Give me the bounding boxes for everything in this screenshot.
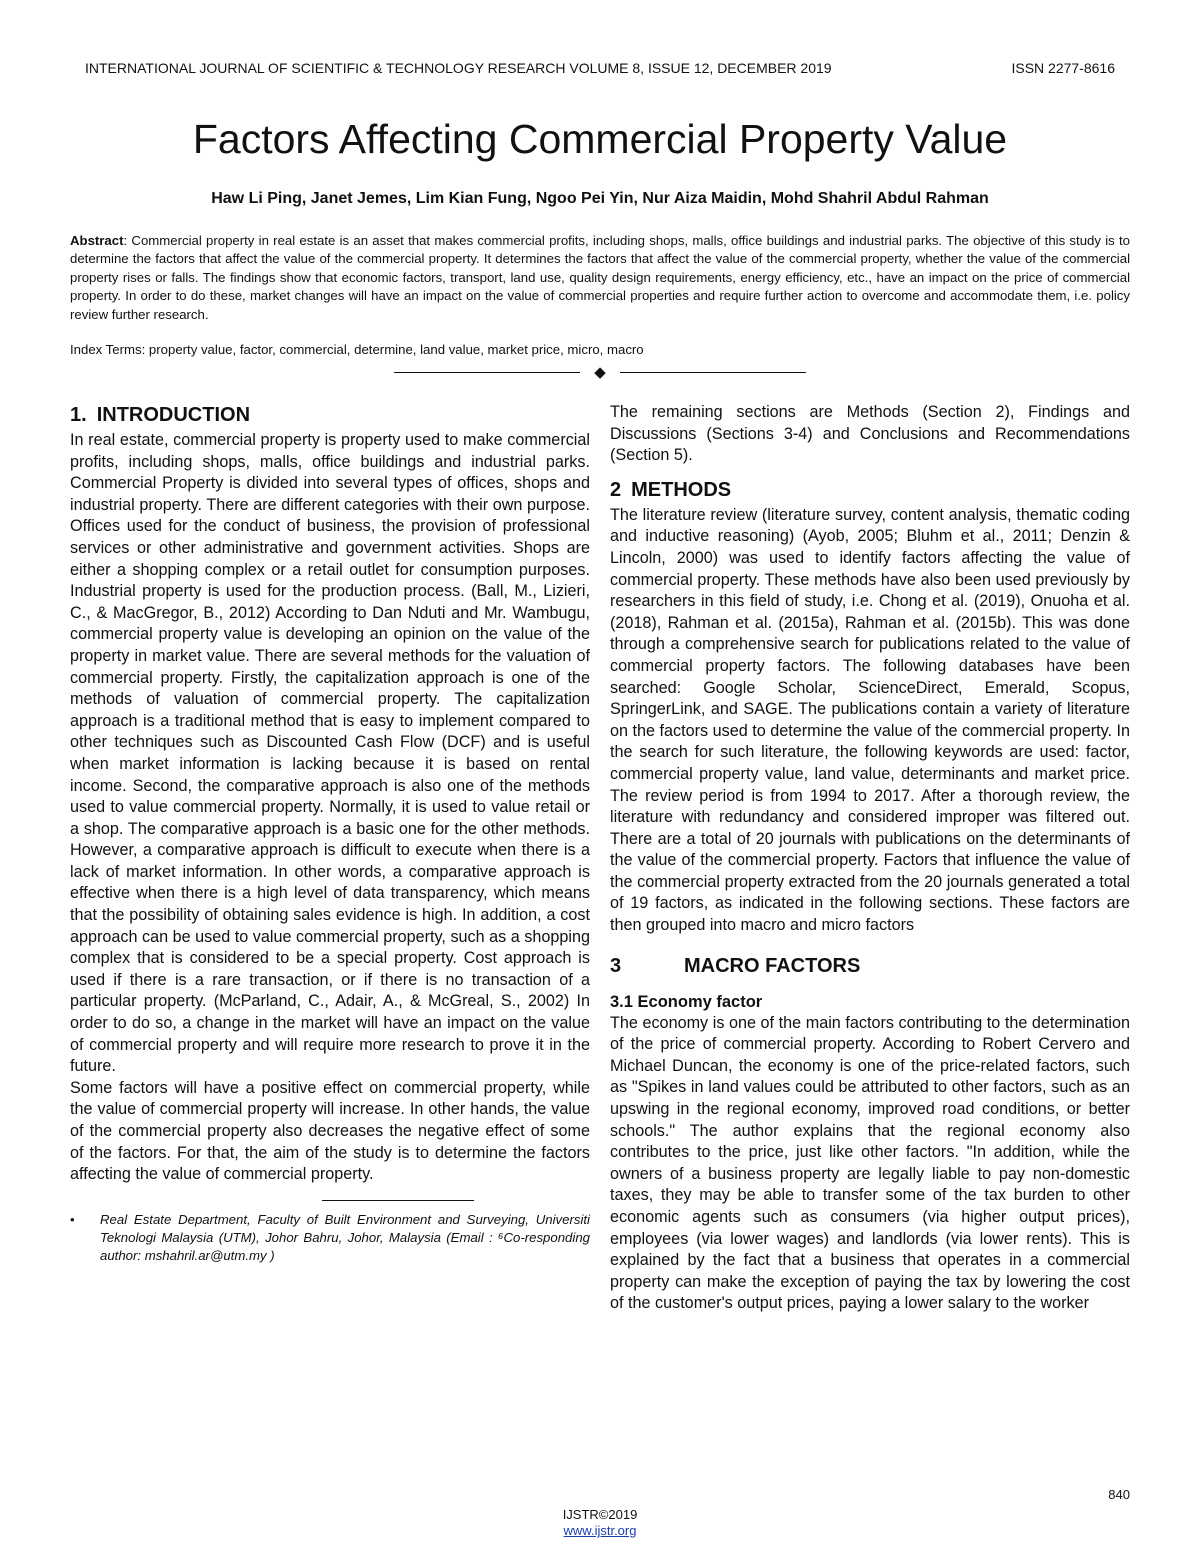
copyright: IJSTR©2019 bbox=[562, 1507, 638, 1522]
macro-number: 3 bbox=[610, 954, 622, 977]
intro-title: INTRODUCTION bbox=[96, 404, 251, 426]
separator-rule-right bbox=[620, 372, 806, 373]
journal-name: INTERNATIONAL JOURNAL OF SCIENTIFIC & TECHNOLOGY RESEARCH VOLUME 8, ISSUE 12, DECEMBER 2019 bbox=[85, 60, 832, 76]
intro-number: 1. bbox=[70, 404, 87, 426]
index-terms-label: Index Terms bbox=[70, 342, 142, 357]
right-column bbox=[610, 402, 1130, 1315]
methods-title: METHODS bbox=[631, 478, 732, 501]
footnote-rule bbox=[322, 1200, 474, 1201]
index-terms bbox=[70, 342, 1130, 357]
intro-paragraph-1: In real estate, commercial property is property used to make commercial profits, including shops, malls, office buildings and industrial parks. Commercial Property is divided into several types of offices, shops and industrial property. There are different categories with their own purpose. Offices used for the conduct of business, the provision of professional services or other administrative and government activities. Shops are either a shopping complex or a retail outlet for consumption purposes. Industrial property is used for the production process. (Ball, M., Lizieri, C., & MacGregor, B., 2012) According to Dan Nduti and Mr. Wambugu, commercial property value is developing an opinion on the value of the property in market value. There are several methods for the valuation of commercial property. Firstly, the capitalization approach is one of the methods of valuation of commercial property. The capitalization approach is a traditional method that is easy to implement compared to other techniques such as Discounted Cash Flow (DCF) and is useful when market information is lacking because it is based on rental income. Second, the comparative approach is also one of the methods used to value commercial property. Normally, it is used to value retail or a shop. The comparative approach is a basic one for the other methods. However, a comparative approach is difficult to execute when there is a lack of market information. In other words, a comparative approach is effective when there is a high level of data transparency, which means that the possibility of obtaining sales evidence is high. In addition, a cost approach can be used to value commercial property, such as a shopping complex that is considered to be a special property. Cost approach is used if there is a rare transaction, or if there is no transaction of a particular property. (McParland, C., Adair, A., & McGreal, S., 2002) In order to do so, a change in the market will have an impact on the value of commercial property and will require more research to prove it in the future. bbox=[70, 431, 590, 1076]
economy-paragraph: The economy is one of the main factors contributing to the determination of the price of commercial property. According to Robert Cervero and Michael Duncan, the economy is one of the price-related factors, such as "Spikes in land values could be attributed to other factors, such as an upswing in the regional economy, improved road conditions, or better schools." The author explains that the regional economy also contributes to the price, just like other factors. "In addition, while the owners of a business property are legally liable to pay non-domestic taxes, they may be able to transfer some of the tax burden to other economic agents such as consumers (via higher output prices), employees (via lower wages) and landlords (via lower rents). This is explained by the fact that a business that operates in a commercial property can make the exception of paying the tax by lowering the cost of the customer's output prices, paying a lower salary to the worker bbox=[610, 1013, 1130, 1313]
intro-paragraph-2: Some factors will have a positive effect on commercial property, while the value of commercial property will increase. In other hands, the value of the commercial property also decreases the negative effect of some of the factors. For that, the aim of the study is to determine the factors affecting the value of commercial property. bbox=[70, 1078, 590, 1184]
website-link[interactable]: www.ijstr.org bbox=[563, 1523, 637, 1538]
remaining-sections-paragraph: The remaining sections are Methods (Section 2), Findings and Discussions (Sections 3-4) and Conclusions and Recommendations (Section 5). bbox=[610, 403, 1130, 465]
intro-heading bbox=[70, 402, 590, 428]
separator-rule-left bbox=[394, 372, 580, 373]
index-terms-text: : property value, factor, commercial, determine, land value, market price, micro, macro bbox=[141, 342, 644, 357]
affiliation-footnote bbox=[70, 1211, 590, 1265]
footnote-text: Real Estate Department, Faculty of Built Environment and Surveying, Universiti Teknologi Malaysia (UTM), Johor Bahru, Johor, Malaysia (Email : ⁶Co-responding author: mshahril.ar@utm.my ) bbox=[100, 1211, 590, 1263]
issn: ISSN 2277-8616 bbox=[1011, 60, 1115, 76]
page-footer bbox=[0, 1507, 1200, 1539]
paper-title: Factors Affecting Commercial Property Value bbox=[192, 116, 1008, 162]
section-separator bbox=[0, 362, 1200, 382]
abstract-label: Abstract bbox=[70, 233, 124, 248]
page-number: 840 bbox=[1108, 1487, 1130, 1502]
running-header bbox=[85, 60, 1115, 76]
bullet-icon: • bbox=[70, 1211, 75, 1227]
methods-heading bbox=[610, 477, 1130, 503]
abstract bbox=[70, 232, 1130, 324]
abstract-text: : Commercial property in real estate is an asset that makes commercial profits, including shops, malls, office buildings and industrial parks. The objective of this study is to determine the factors that affect the value of the commercial property. It determines the factors that affect the value of the commercial property, whether the value of the commercial property rises or falls. The findings show that economic factors, transport, land use, quality design requirements, energy efficiency, etc., have an impact on the price of commercial property. In order to do these, market changes will have an impact on the value of commercial properties and require further action to overcome and accommodate them, i.e. policy review further research. bbox=[70, 233, 1130, 322]
methods-paragraph: The literature review (literature survey, content analysis, thematic coding and inductive reasoning) (Ayob, 2005; Bluhm et al., 2011; Denzin & Lincoln, 2000) was used to identify factors affecting the value of commercial property. These methods have also been used previously by researchers in this field of study, i.e. Chong et al. (2019), Onuoha et al. (2018), Rahman et al. (2015a), Rahman et al. (2015b). This was done through a comprehensive search for publications related to the value of commercial property factors. The following databases have been searched: Google Scholar, ScienceDirect, Emerald, Scopus, SpringerLink, and SAGE. The publications contain a variety of literature on the factors used to determine the value of the commercial property. In the search for such literature, the following keywords are used: factor, commercial property value, land value, determinants and market price. The review period is from 1994 to 2017. After a thorough review, the literature with redundancy and considered improper was filtered out. There are a total of 20 journals with publications on the determinants of the value of the commercial property. Factors that influence the value of the commercial property extracted from the 20 journals generated a total of 19 factors, as indicated in the following sections. These factors are then grouped into macro and micro factors bbox=[610, 505, 1130, 935]
macro-title: MACRO FACTORS bbox=[684, 954, 861, 977]
diamond-icon: ◆ bbox=[594, 363, 606, 381]
methods-number: 2 bbox=[610, 478, 622, 501]
macro-heading bbox=[610, 953, 1130, 979]
left-column bbox=[70, 402, 590, 1265]
authors: Haw Li Ping, Janet Jemes, Lim Kian Fung, Ngoo Pei Yin, Nur Aiza Maidin, Mohd Shahril Abdul Rahman bbox=[211, 190, 989, 207]
economy-subheading: 3.1 Economy factor bbox=[610, 992, 763, 1011]
